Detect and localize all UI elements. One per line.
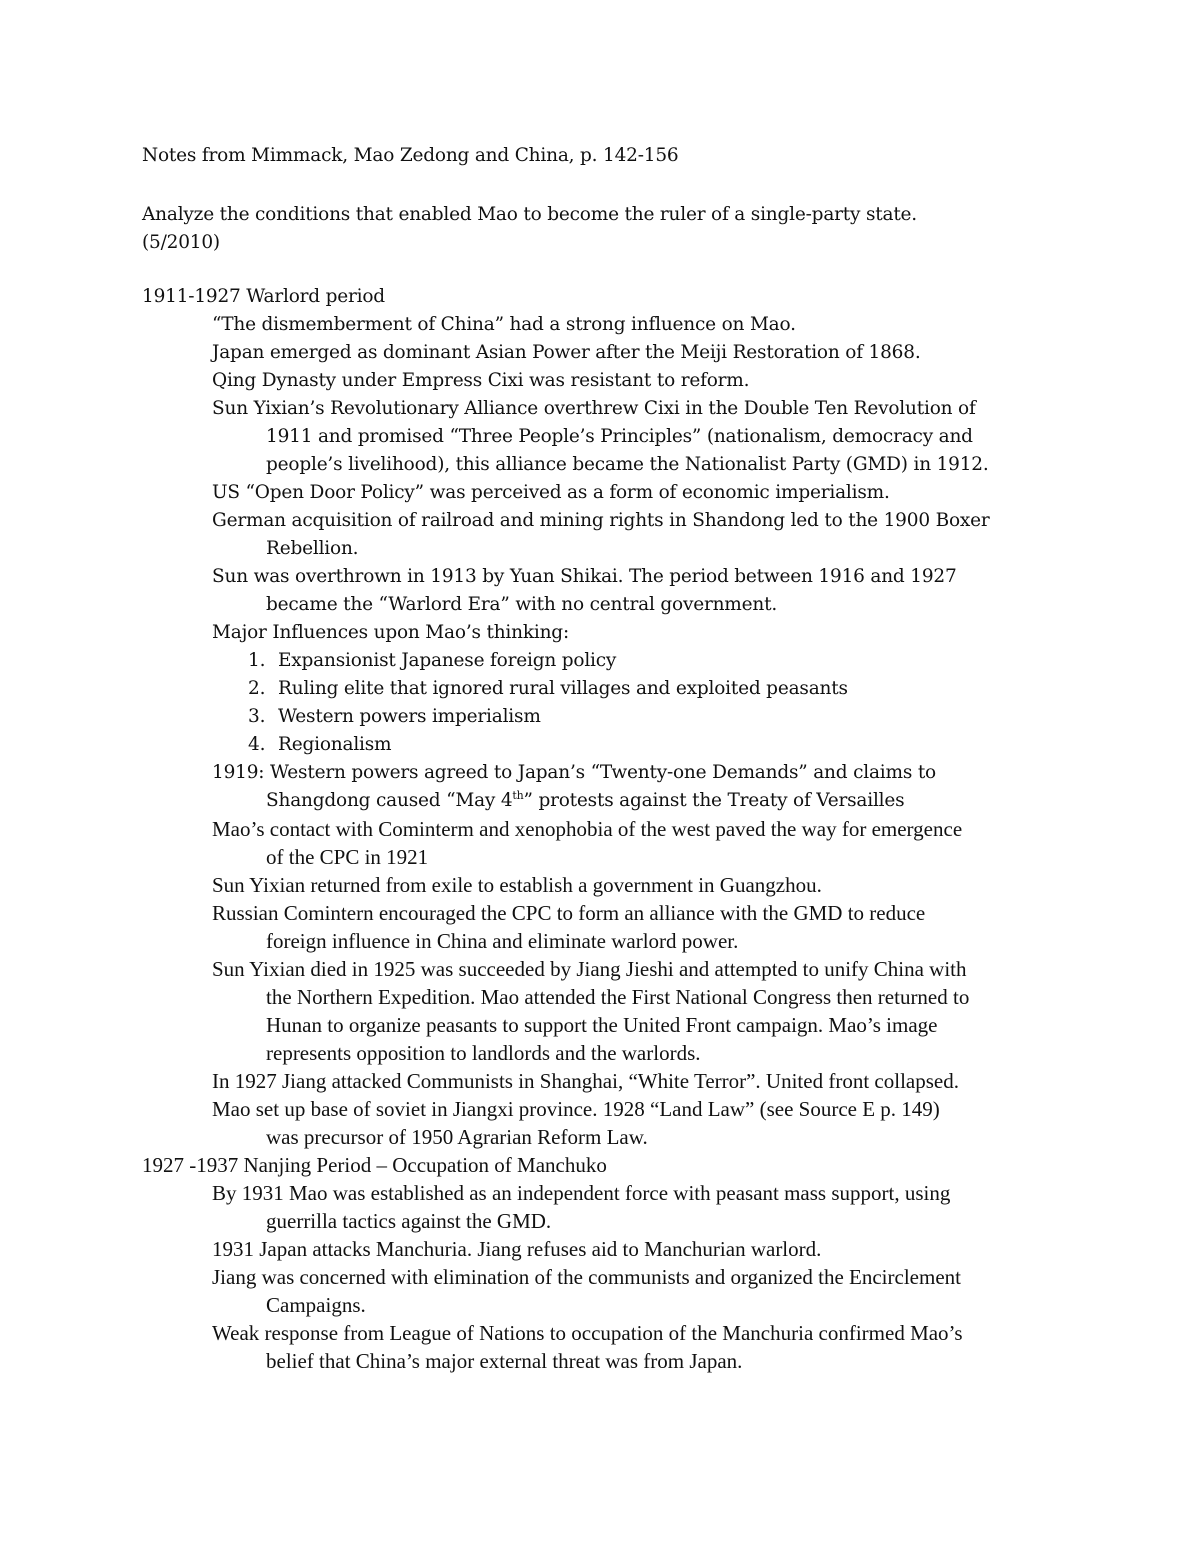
note-line-continued: Campaigns.: [266, 1293, 366, 1317]
note-line: Japan emerged as dominant Asian Power after the Meiji Restoration of 1868.: [212, 342, 921, 363]
note-line: Mao’s contact with Cominterm and xenophobia of the west paved the way for emergence: [212, 817, 963, 841]
note-line-continued: represents opposition to landlords and the warlords.: [266, 1041, 701, 1065]
note-line: Qing Dynasty under Empress Cixi was resistant to reform.: [212, 370, 750, 391]
note-line: In 1927 Jiang attacked Communists in Shanghai, “White Terror”. United front collapsed.: [212, 1069, 959, 1093]
text-fragment: Shangdong caused “May 4: [266, 790, 513, 811]
text-fragment: ” protests against the Treaty of Versailles: [523, 790, 905, 811]
influence-item: [248, 731, 391, 759]
note-line: 1919: Western powers agreed to Japan’s “Twenty-one Demands” and claims to: [212, 762, 937, 783]
list-number: 2.: [248, 678, 266, 699]
list-text: Western powers imperialism: [278, 706, 541, 727]
list-number: 3.: [248, 706, 266, 727]
influence-item: [248, 647, 616, 675]
note-line: “The dismemberment of China” had a strong influence on Mao.: [212, 314, 796, 335]
note-line: US “Open Door Policy” was perceived as a form of economic imperialism.: [212, 482, 890, 503]
list-number: 1.: [248, 650, 266, 671]
note-line: Sun Yixian died in 1925 was succeeded by Jiang Jieshi and attempted to unify China with: [212, 957, 967, 981]
note-line-continued: Hunan to organize peasants to support the United Front campaign. Mao’s image: [266, 1013, 938, 1037]
note-line-continued: became the “Warlord Era” with no central government.: [266, 594, 778, 615]
list-text: Regionalism: [278, 734, 392, 755]
note-line-continued: Rebellion.: [266, 538, 359, 559]
note-line-continued: guerrilla tactics against the GMD.: [266, 1209, 552, 1233]
note-line: By 1931 Mao was established as an independent force with peasant mass support, using: [212, 1181, 951, 1205]
note-line: Russian Comintern encouraged the CPC to form an alliance with the GMD to reduce: [212, 901, 926, 925]
essay-question-date: (5/2010): [142, 232, 220, 253]
note-line-continued: people’s livelihood), this alliance became the Nationalist Party (GMD) in 1912.: [266, 454, 989, 475]
section-heading-nanjing-period: 1927 -1937 Nanjing Period – Occupation of Manchuko: [142, 1153, 607, 1177]
note-line-continued: 1911 and promised “Three People’s Principles” (nationalism, democracy and: [266, 426, 973, 447]
note-line-continued: foreign influence in China and eliminate warlord power.: [266, 929, 739, 953]
note-line: Mao set up base of soviet in Jiangxi province. 1928 “Land Law” (see Source E p. 149): [212, 1097, 940, 1121]
note-line: Sun Yixian returned from exile to establish a government in Guangzhou.: [212, 873, 822, 897]
list-text: Ruling elite that ignored rural villages and exploited peasants: [278, 678, 848, 699]
list-number: 4.: [248, 734, 266, 755]
note-line: Weak response from League of Nations to occupation of the Manchuria confirmed Mao’s: [212, 1321, 963, 1345]
note-line: 1931 Japan attacks Manchuria. Jiang refuses aid to Manchurian warlord.: [212, 1237, 822, 1261]
doc-title: Notes from Mimmack, Mao Zedong and China, p. 142-156: [142, 145, 679, 166]
note-line-continued: [266, 787, 904, 815]
note-line: Jiang was concerned with elimination of the communists and organized the Encirclement: [212, 1265, 961, 1289]
note-line: Sun Yixian’s Revolutionary Alliance overthrew Cixi in the Double Ten Revolution of: [212, 398, 976, 419]
superscript: th: [512, 789, 524, 802]
note-line: German acquisition of railroad and mining rights in Shandong led to the 1900 Boxer: [212, 510, 990, 531]
essay-question: Analyze the conditions that enabled Mao to become the ruler of a single-party state.: [142, 204, 917, 225]
note-line-continued: of the CPC in 1921: [266, 845, 429, 869]
section-heading-warlord-period: 1911-1927 Warlord period: [142, 286, 385, 307]
influence-item: [248, 703, 541, 731]
influence-item: [248, 675, 848, 703]
list-text: Expansionist Japanese foreign policy: [278, 650, 617, 671]
note-line-continued: belief that China’s major external threat was from Japan.: [266, 1349, 743, 1373]
influences-heading: Major Influences upon Mao’s thinking:: [212, 622, 569, 643]
note-line-continued: was precursor of 1950 Agrarian Reform Law.: [266, 1125, 648, 1149]
note-line: Sun was overthrown in 1913 by Yuan Shikai. The period between 1916 and 1927: [212, 566, 957, 587]
note-line-continued: the Northern Expedition. Mao attended the First National Congress then returned to: [266, 985, 970, 1009]
